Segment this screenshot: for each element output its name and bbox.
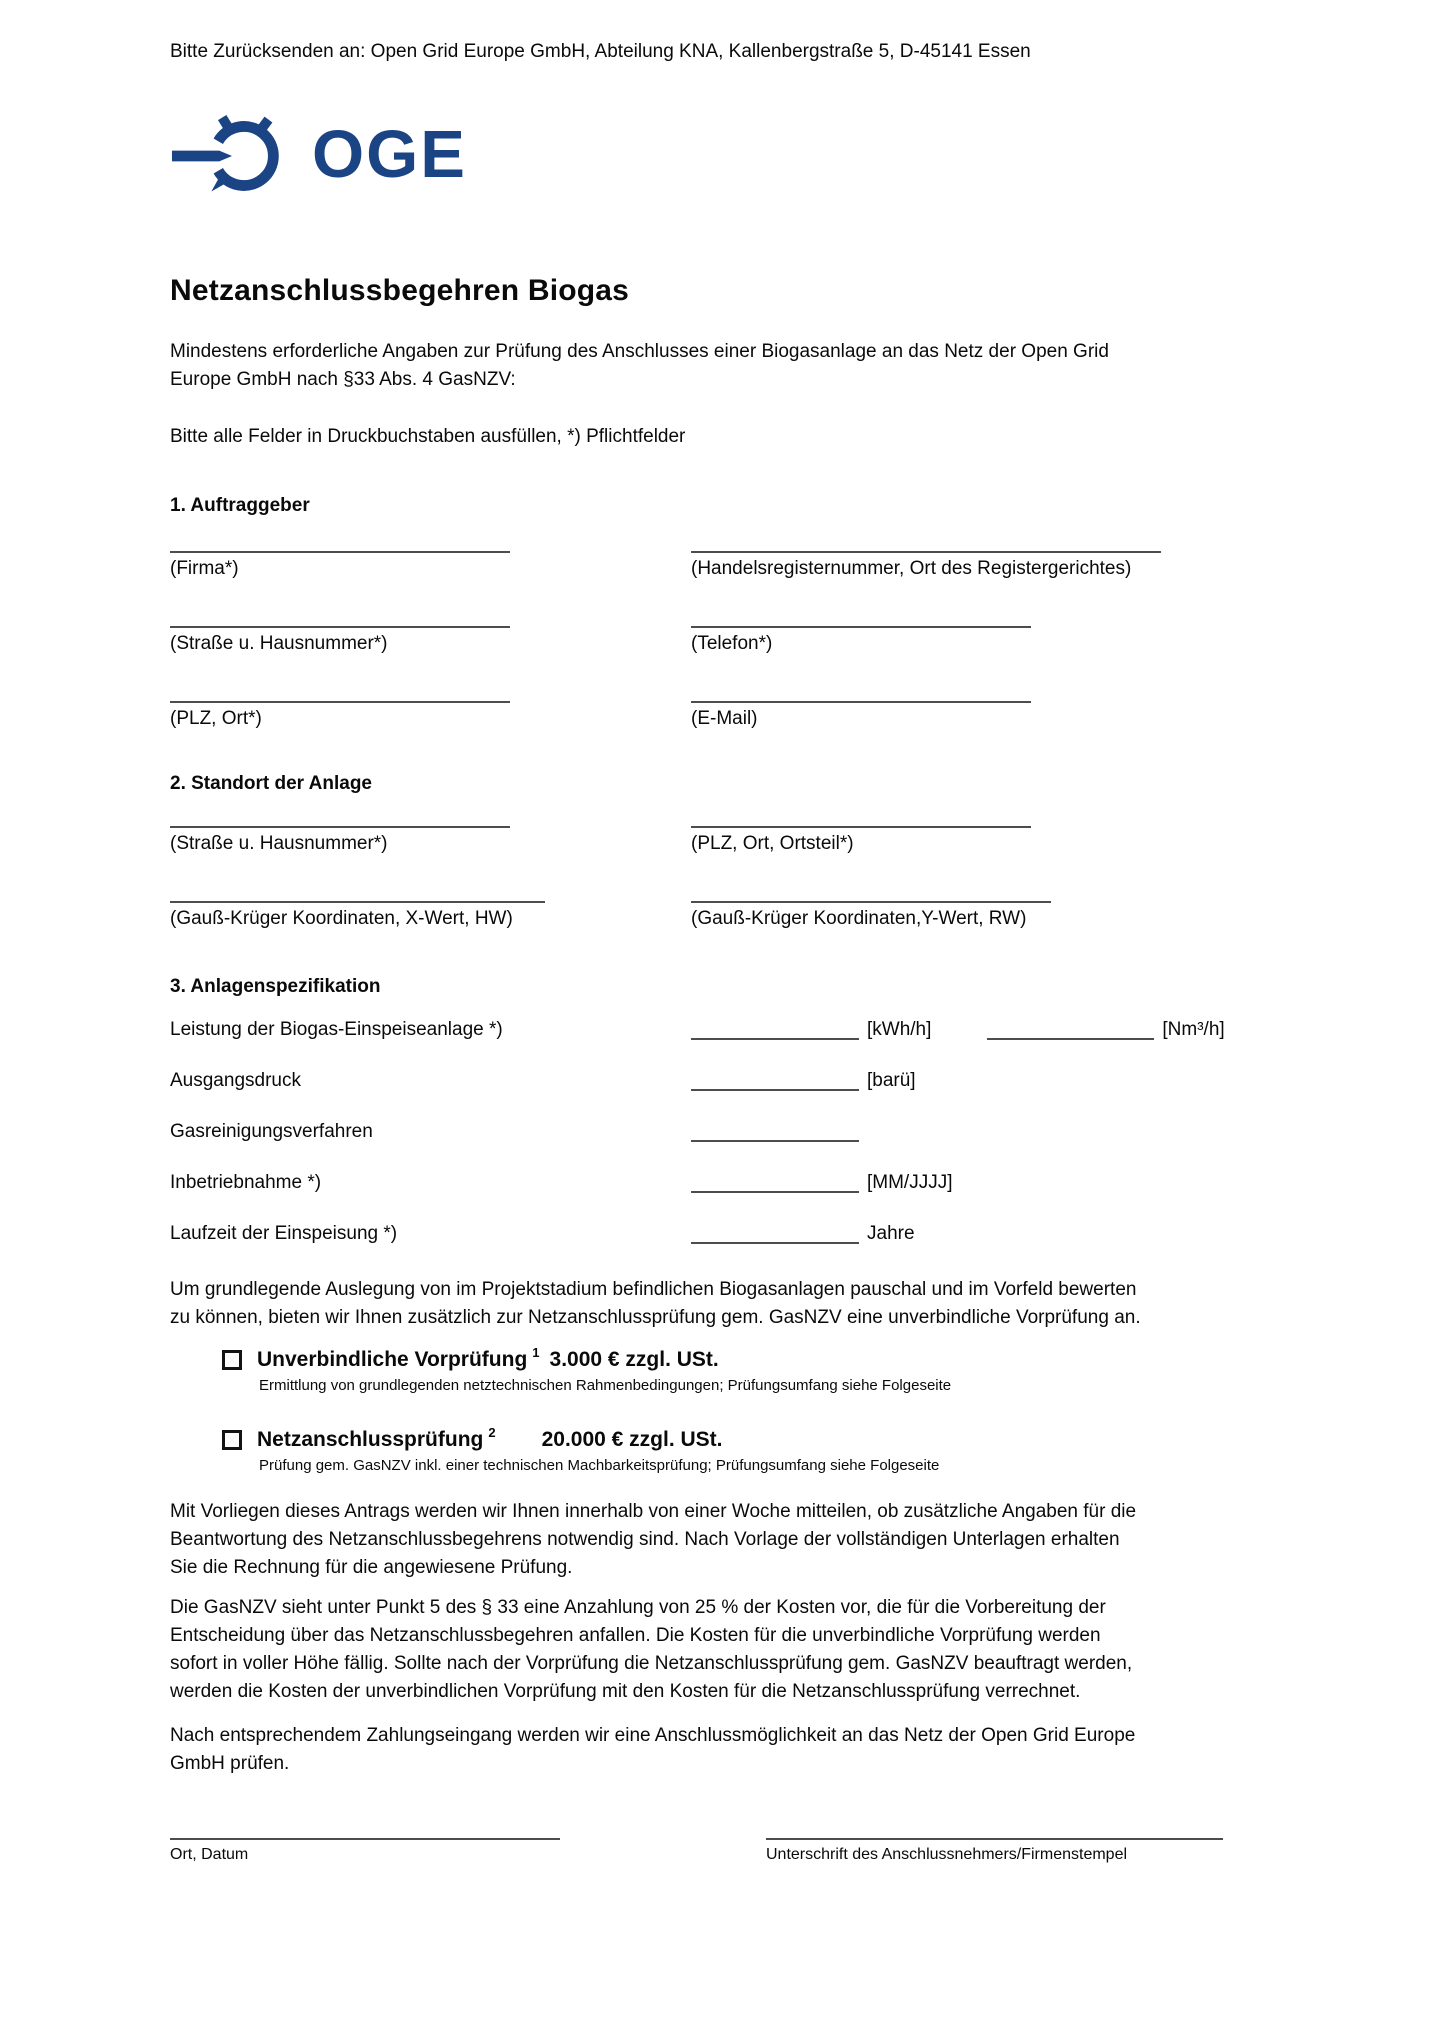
ausgangsdruck-field-line[interactable] <box>691 1067 859 1091</box>
section-heading-standort: 2. Standort der Anlage <box>170 773 372 794</box>
field-row-plz-email <box>170 656 1290 731</box>
fill-instruction: Bitte alle Felder in Druckbuchstaben ausfüllen, *) Pflichtfelder <box>170 426 686 447</box>
footnote-marker: 2 <box>488 1425 496 1440</box>
spec-label: Gasreinigungsverfahren <box>170 1121 373 1142</box>
signature-area <box>170 1838 1290 1865</box>
strasse-field-line[interactable] <box>170 581 510 628</box>
netzanschlusspruefung-checkbox[interactable] <box>222 1430 242 1450</box>
paragraph-gasnzv <box>170 1594 1290 1706</box>
spec-unit: [MM/JJJJ] <box>867 1172 953 1193</box>
section-heading-auftraggeber: 1. Auftraggeber <box>170 495 310 516</box>
paragraph-line: Entscheidung über das Netzanschlussbegehren anfallen. Die Kosten für die unverbindliche Vorprüfung werden <box>170 1625 1101 1646</box>
field-row-koordinaten <box>170 856 1290 931</box>
paragraph-line: sofort in voller Höhe fällig. Sollte nach der Vorprüfung die Netzanschlussprüfung gem. GasNZV beauftragt werden, <box>170 1653 1133 1674</box>
spec-label: Laufzeit der Einspeisung *) <box>170 1223 398 1244</box>
leistung-kwh-field-line[interactable] <box>691 1016 859 1040</box>
koordinate-x-field-line[interactable] <box>170 856 545 903</box>
spec-row-ausgangsdruck <box>170 1067 1290 1094</box>
paragraph-line: Sie die Rechnung für die angewiesene Prüfung. <box>170 1557 573 1578</box>
field-label: (PLZ, Ort, Ortsteil*) <box>691 833 854 854</box>
spec-unit: [barü] <box>867 1070 916 1091</box>
spec-row-laufzeit <box>170 1220 1290 1247</box>
leistung-nm3-field-line[interactable] <box>987 1016 1154 1040</box>
offer-paragraph <box>170 1276 1290 1332</box>
spec-row-leistung <box>170 1016 1290 1043</box>
gasreinigung-field-line[interactable] <box>691 1118 859 1142</box>
paragraph-line: Die GasNZV sieht unter Punkt 5 des § 33 eine Anzahlung von 25 % der Kosten vor, die für die Vorbereitung der <box>170 1597 1106 1618</box>
offer-line: Um grundlegende Auslegung von im Projektstadium befindlichen Biogasanlagen pauschal und im Vorfeld bewerten <box>170 1279 1137 1300</box>
field-label: (Telefon*) <box>691 633 773 654</box>
field-label: (Handelsregisternummer, Ort des Registergerichtes) <box>691 558 1132 579</box>
paragraph-zahlung <box>170 1722 1290 1778</box>
unterschrift-signature-field[interactable] <box>766 1838 1223 1865</box>
field-row-strasse-telefon <box>170 581 1290 656</box>
option-price: 3.000 € zzgl. USt. <box>549 1348 719 1371</box>
oge-logo-icon <box>170 104 298 208</box>
paragraph-line: werden die Kosten der unverbindlichen Vorprüfung mit den Kosten für die Netzanschlussprüfung verrechnet. <box>170 1681 1081 1702</box>
section-heading-anlagenspezifikation: 3. Anlagenspezifikation <box>170 976 381 997</box>
field-label: (Straße u. Hausnummer*) <box>170 633 388 654</box>
firma-field-line[interactable] <box>170 519 510 553</box>
option-description: Prüfung gem. GasNZV inkl. einer technischen Machbarkeitsprüfung; Prüfungsumfang siehe Folgeseite <box>259 1457 940 1474</box>
intro-paragraph <box>170 338 1290 394</box>
koordinate-y-field-line[interactable] <box>691 856 1051 903</box>
signature-label: Unterschrift des Anschlussnehmers/Firmenstempel <box>766 1846 1128 1863</box>
spec-unit: [Nm³/h] <box>1162 1019 1225 1040</box>
standort-plz-field-line[interactable] <box>691 797 1031 828</box>
oge-logo <box>170 104 1290 208</box>
email-field-line[interactable] <box>691 656 1031 703</box>
spec-label: Inbetriebnahme *) <box>170 1172 322 1193</box>
signature-label: Ort, Datum <box>170 1846 249 1863</box>
plz-ort-field-line[interactable] <box>170 656 510 703</box>
spec-label: Leistung der Biogas-Einspeiseanlage *) <box>170 1019 503 1040</box>
option-title: Netzanschlussprüfung <box>257 1428 484 1451</box>
spec-unit: Jahre <box>867 1223 915 1244</box>
intro-line: Mindestens erforderliche Angaben zur Prüfung des Anschlusses einer Biogasanlage an das Netz der Open Grid <box>170 341 1109 362</box>
spec-unit: [kWh/h] <box>867 1019 932 1040</box>
inbetriebnahme-field-line[interactable] <box>691 1169 859 1193</box>
field-label: (Gauß-Krüger Koordinaten, X-Wert, HW) <box>170 908 513 929</box>
telefon-field-line[interactable] <box>691 581 1031 628</box>
ort-datum-signature-field[interactable] <box>170 1838 560 1865</box>
field-row-firma-register <box>170 519 1290 581</box>
page-title: Netzanschlussbegehren Biogas <box>170 274 630 307</box>
field-label: (E-Mail) <box>691 708 758 729</box>
intro-line: Europe GmbH nach §33 Abs. 4 GasNZV: <box>170 369 516 390</box>
paragraph-line: GmbH prüfen. <box>170 1753 290 1774</box>
offer-line: zu können, bieten wir Ihnen zusätzlich zur Netzanschlussprüfung gem. GasNZV eine unverbindliche Vorprüfung an. <box>170 1307 1141 1328</box>
handelsregister-field-line[interactable] <box>691 519 1161 553</box>
field-label: (PLZ, Ort*) <box>170 708 262 729</box>
return-address-note: Bitte Zurücksenden an: Open Grid Europe GmbH, Abteilung KNA, Kallenbergstraße 5, D-45141 Essen <box>170 41 1031 62</box>
paragraph-line: Nach entsprechendem Zahlungseingang werden wir eine Anschlussmöglichkeit an das Netz der Open Grid Europe <box>170 1725 1136 1746</box>
option-title: Unverbindliche Vorprüfung <box>257 1348 528 1371</box>
spec-row-gasreinigung <box>170 1118 1290 1145</box>
laufzeit-field-line[interactable] <box>691 1220 859 1244</box>
paragraph-line: Beantwortung des Netzanschlussbegehrens notwendig sind. Nach Vorlage der vollständigen Unterlagen erhalten <box>170 1529 1120 1550</box>
paragraph-line: Mit Vorliegen dieses Antrags werden wir Ihnen innerhalb von einer Woche mitteilen, ob zusätzliche Angaben für die <box>170 1501 1137 1522</box>
option-price: 20.000 € zzgl. USt. <box>541 1428 723 1451</box>
standort-strasse-field-line[interactable] <box>170 797 510 828</box>
field-label: (Gauß-Krüger Koordinaten,Y-Wert, RW) <box>691 908 1027 929</box>
field-row-standort-adresse <box>170 797 1290 856</box>
option-netzanschlusspruefung <box>222 1425 1290 1476</box>
option-description: Ermittlung von grundlegenden netztechnischen Rahmenbedingungen; Prüfungsumfang siehe Folgeseite <box>259 1377 952 1394</box>
spec-row-inbetriebnahme <box>170 1169 1290 1196</box>
spec-label: Ausgangsdruck <box>170 1070 301 1091</box>
paragraph-vorliegen <box>170 1498 1290 1582</box>
vorpruefung-checkbox[interactable] <box>222 1350 242 1370</box>
oge-logo-text: OGE <box>312 116 467 192</box>
field-label: (Firma*) <box>170 558 239 579</box>
field-label: (Straße u. Hausnummer*) <box>170 833 388 854</box>
footnote-marker: 1 <box>532 1345 540 1360</box>
option-unverbindliche-vorpruefung <box>222 1345 1290 1396</box>
